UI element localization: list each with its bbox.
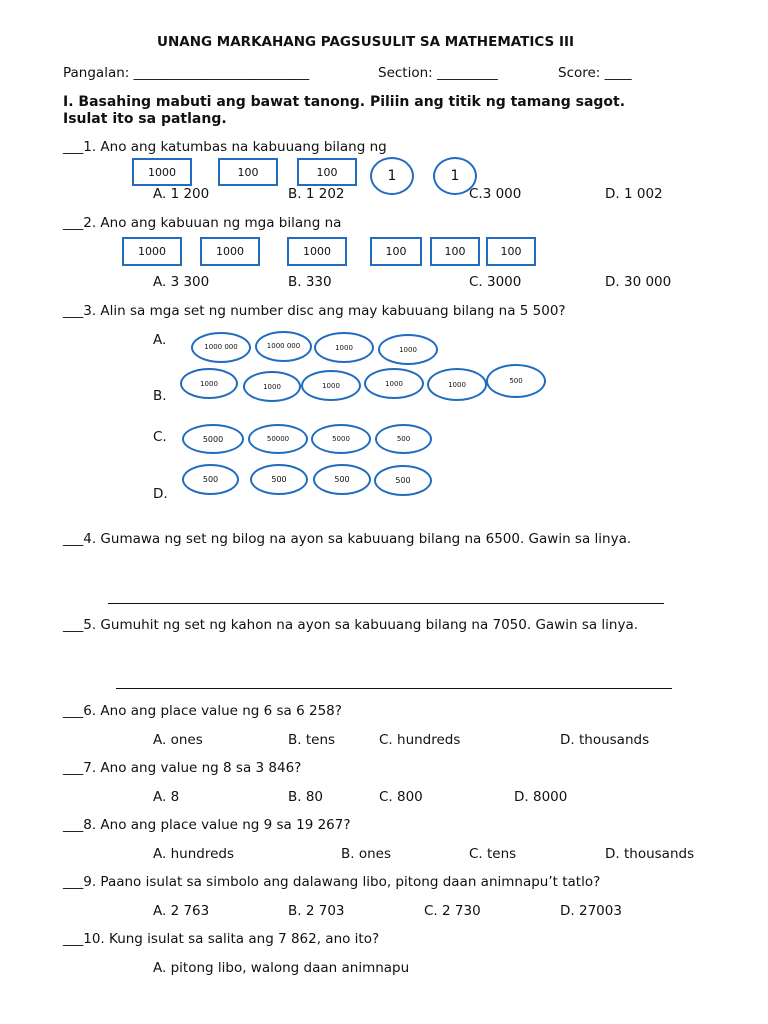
question-3-option-b-label[interactable]: B. (153, 388, 167, 404)
instructions-line-1: I. Basahing mabuti ang bawat tanong. Piliin ang titik ng tamang sagot. (63, 94, 626, 110)
number-disc: 500 (374, 465, 432, 496)
question-8-choice-d[interactable]: D. thousands (605, 846, 695, 862)
question-1-choice-a[interactable]: A. 1 200 (153, 186, 210, 202)
question-6-choice-b[interactable]: B. tens (288, 732, 336, 748)
number-disc: 1000 (378, 334, 438, 365)
question-9-choice-c[interactable]: C. 2 730 (424, 903, 481, 919)
question-1-choice-d[interactable]: D. 1 002 (605, 186, 663, 202)
question-2-choice-a[interactable]: A. 3 300 (153, 274, 210, 290)
number-disc: 500 (375, 424, 432, 454)
question-6-choice-c[interactable]: C. hundreds (379, 732, 461, 748)
number-disc: 1000 (243, 371, 301, 402)
place-value-block-thousand: 1000 (200, 237, 260, 266)
question-9-text: ___9. Paano isulat sa simbolo ang dalawang libo, pitong daan animnapu’t tatlo? (63, 874, 601, 890)
number-disc-one: 1 (433, 157, 477, 195)
question-2-choice-b[interactable]: B. 330 (288, 274, 332, 290)
number-disc: 1000 (364, 368, 424, 399)
place-value-block-thousand: 1000 (287, 237, 347, 266)
question-6-choice-a[interactable]: A. ones (153, 732, 203, 748)
place-value-block-hundred: 100 (218, 158, 278, 186)
question-2-text: ___2. Ano ang kabuuan ng mga bilang na (63, 215, 342, 231)
number-disc: 1000 (314, 332, 374, 363)
number-disc: 50000 (248, 424, 308, 454)
place-value-block-thousand: 1000 (122, 237, 182, 266)
number-disc: 500 (182, 464, 239, 495)
question-9-choice-b[interactable]: B. 2 703 (288, 903, 345, 919)
question-8-choice-c[interactable]: C. tens (469, 846, 517, 862)
score-field-label: Score: ____ (558, 65, 632, 81)
question-7-text: ___7. Ano ang value ng 8 sa 3 846? (63, 760, 302, 776)
question-7-choice-c[interactable]: C. 800 (379, 789, 423, 805)
answer-line[interactable] (116, 688, 672, 689)
question-2-choice-d[interactable]: D. 30 000 (605, 274, 672, 290)
question-10-choice-a[interactable]: A. pitong libo, walong daan animnapu (153, 960, 410, 976)
question-6-choice-d[interactable]: D. thousands (560, 732, 650, 748)
number-disc: 1000 (180, 368, 238, 399)
question-9-choice-d[interactable]: D. 27003 (560, 903, 622, 919)
question-3-option-d-label[interactable]: D. (153, 486, 168, 502)
question-4-text: ___4. Gumawa ng set ng bilog na ayon sa kabuuang bilang na 6500. Gawin sa linya. (63, 531, 632, 547)
question-8-choice-b[interactable]: B. ones (341, 846, 391, 862)
number-disc-one: 1 (370, 157, 414, 195)
number-disc: 500 (250, 464, 308, 495)
section-field-label: Section: _________ (378, 65, 498, 81)
question-7-choice-a[interactable]: A. 8 (153, 789, 180, 805)
question-1-choice-c[interactable]: C.3 000 (469, 186, 522, 202)
question-8-text: ___8. Ano ang place value ng 9 sa 19 267? (63, 817, 351, 833)
question-7-choice-b[interactable]: B. 80 (288, 789, 324, 805)
instructions-line-2: Isulat ito sa patlang. (63, 111, 227, 127)
number-disc: 1000 (301, 370, 361, 401)
number-disc: 1000 000 (255, 331, 312, 362)
question-9-choice-a[interactable]: A. 2 763 (153, 903, 210, 919)
place-value-block-hundred: 100 (297, 158, 357, 186)
question-1-text: ___1. Ano ang katumbas na kabuuang bilang ng (63, 139, 387, 155)
question-8-choice-a[interactable]: A. hundreds (153, 846, 234, 862)
place-value-block-hundred: 100 (370, 237, 422, 266)
question-6-text: ___6. Ano ang place value ng 6 sa 6 258? (63, 703, 342, 719)
answer-line[interactable] (108, 603, 664, 604)
number-disc: 5000 (311, 424, 371, 454)
question-5-text: ___5. Gumuhit ng set ng kahon na ayon sa kabuuang bilang na 7050. Gawin sa linya. (63, 617, 639, 633)
name-field-label: Pangalan: __________________________ (63, 65, 310, 81)
question-10-text: ___10. Kung isulat sa salita ang 7 862, ano ito? (63, 931, 380, 947)
number-disc: 1000 (427, 368, 487, 401)
question-2-choice-c[interactable]: C. 3000 (469, 274, 522, 290)
question-1-choice-b[interactable]: B. 1 202 (288, 186, 345, 202)
number-disc: 500 (486, 364, 546, 398)
number-disc: 500 (313, 464, 371, 495)
question-3-text: ___3. Alin sa mga set ng number disc ang may kabuuang bilang na 5 500? (63, 303, 566, 319)
place-value-block-thousand: 1000 (132, 158, 192, 186)
question-7-choice-d[interactable]: D. 8000 (514, 789, 568, 805)
page-title: UNANG MARKAHANG PAGSUSULIT SA MATHEMATICS III (157, 34, 575, 50)
question-3-option-a-label[interactable]: A. (153, 332, 167, 348)
question-3-option-c-label[interactable]: C. (153, 429, 167, 445)
number-disc: 1000 000 (191, 332, 251, 363)
place-value-block-hundred: 100 (430, 237, 480, 266)
place-value-block-hundred: 100 (486, 237, 536, 266)
number-disc: 5000 (182, 424, 244, 454)
